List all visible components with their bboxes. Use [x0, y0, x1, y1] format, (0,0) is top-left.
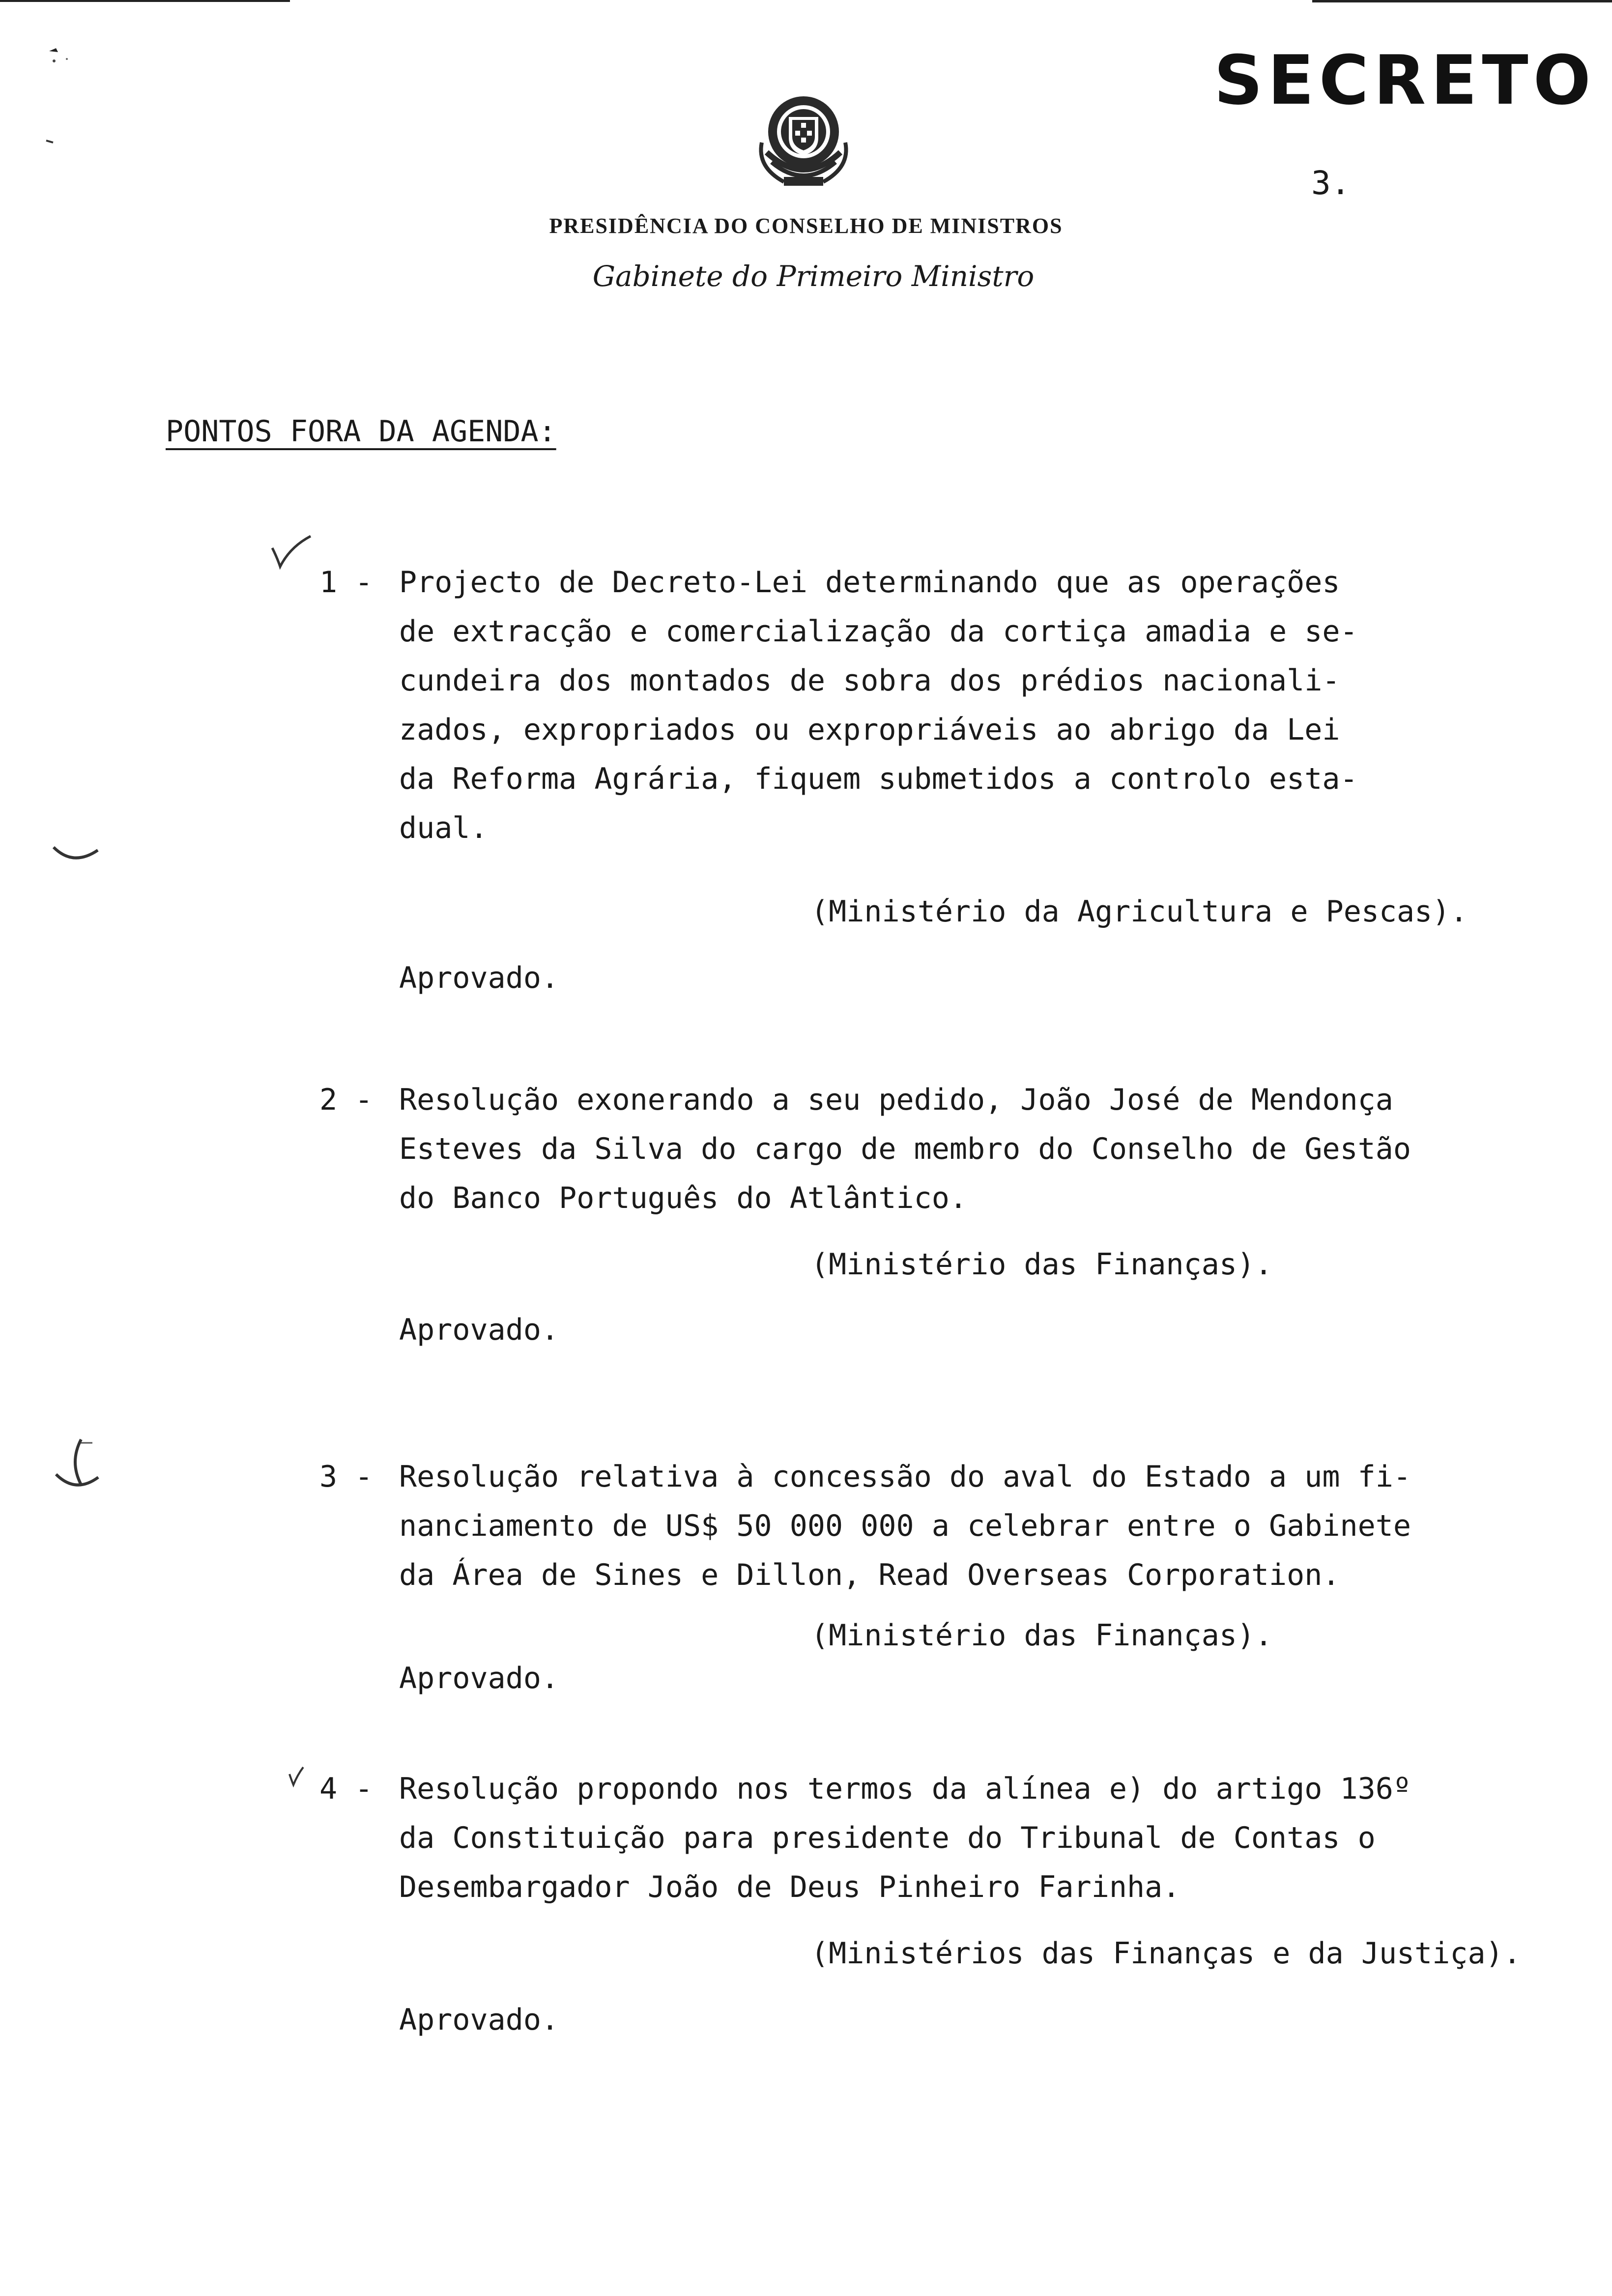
- item-outcome: Aprovado.: [399, 1661, 559, 1695]
- item-line: Resolução exonerando a seu pedido, João José de Mendonça: [399, 1083, 1393, 1117]
- item-line: do Banco Português do Atlântico.: [399, 1181, 967, 1215]
- item-text: [399, 1075, 1529, 1223]
- item-number: 4 -: [319, 1772, 373, 1806]
- item-line: da Área de Sines e Dillon, Read Overseas Corporation.: [399, 1558, 1340, 1592]
- top-edge-line-right: [1312, 0, 1612, 2]
- item-line: da Constituição para presidente do Tribunal de Contas o: [399, 1821, 1376, 1855]
- item-text: [399, 558, 1529, 853]
- item-text: [399, 1452, 1529, 1600]
- item-ministry: (Ministérios das Finanças e da Justiça).: [811, 1936, 1521, 1971]
- office-script-lettering: [592, 251, 1035, 305]
- item-line: Projecto de Decreto-Lei determinando que as operações: [399, 565, 1340, 600]
- item-number: 1 -: [319, 565, 373, 600]
- handwritten-check-icon: [288, 1765, 307, 1790]
- item-line: Resolução propondo nos termos da alínea e) do artigo 136º: [399, 1772, 1411, 1806]
- classification-stamp: SECRETO: [1214, 41, 1596, 120]
- item-ministry: (Ministério das Finanças).: [811, 1247, 1273, 1282]
- coat-of-arms-icon: [737, 79, 870, 201]
- item-line: Resolução relativa à concessão do aval do Estado a um fi-: [399, 1460, 1411, 1494]
- organization-name: PRESIDÊNCIA DO CONSELHO DE MINISTROS: [549, 214, 1063, 238]
- margin-speck-icon: [45, 138, 55, 144]
- item-line: zados, expropriados ou expropriáveis ao abrigo da Lei: [399, 713, 1340, 747]
- item-line: cundeira dos montados de sobra dos prédios nacionali-: [399, 663, 1340, 698]
- item-text: [399, 1764, 1529, 1912]
- handwritten-check-icon: [269, 533, 314, 573]
- margin-mark-icon: [52, 840, 101, 865]
- item-number: 3 -: [319, 1460, 373, 1494]
- item-outcome: Aprovado.: [399, 1313, 559, 1347]
- item-outcome: Aprovado.: [399, 2003, 559, 2037]
- item-number: 2 -: [319, 1083, 373, 1117]
- item-outcome: Aprovado.: [399, 961, 559, 995]
- item-ministry: (Ministério da Agricultura e Pescas).: [811, 894, 1468, 929]
- item-line: da Reforma Agrária, fiquem submetidos a controlo esta-: [399, 762, 1358, 796]
- item-ministry: (Ministério das Finanças).: [811, 1618, 1273, 1653]
- item-line: Esteves da Silva do cargo de membro do Conselho de Gestão: [399, 1132, 1411, 1166]
- page-number: 3.: [1311, 164, 1351, 202]
- item-line: dual.: [399, 811, 488, 845]
- margin-speck-icon: [44, 44, 74, 74]
- item-line: Desembargador João de Deus Pinheiro Farinha.: [399, 1870, 1180, 1904]
- margin-bracket-icon: [66, 1437, 86, 1487]
- office-name: Gabinete do Primeiro Ministro: [592, 259, 1035, 293]
- item-line: de extracção e comercialização da cortiça amadia e se-: [399, 614, 1358, 649]
- top-edge-line-left: [0, 0, 290, 2]
- section-heading: PONTOS FORA DA AGENDA:: [166, 414, 556, 449]
- item-line: nanciamento de US$ 50 000 000 a celebrar entre o Gabinete: [399, 1509, 1411, 1543]
